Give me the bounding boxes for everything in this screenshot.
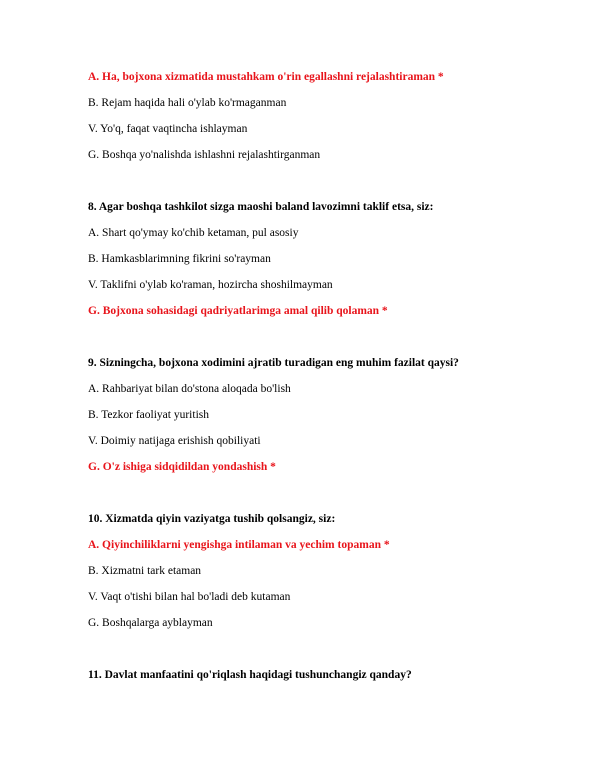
- q10-option-a-correct: A. Qiyinchiliklarni yengishga intilaman va yechim topaman *: [88, 539, 390, 551]
- q7-option-v: V. Yo'q, faqat vaqtincha ishlayman: [88, 123, 248, 135]
- q7-option-b: B. Rejam haqida hali o'ylab ko'rmaganman: [88, 97, 287, 109]
- q7-option-g: G. Boshqa yo'nalishda ishlashni rejalashtirganman: [88, 149, 321, 161]
- q9-option-g-correct: G. O'z ishiga sidqidildan yondashish *: [88, 461, 276, 473]
- q9-option-b: B. Tezkor faoliyat yuritish: [88, 409, 209, 421]
- q8-option-b: B. Hamkasblarimning fikrini so'rayman: [88, 253, 271, 265]
- q9-option-a: A. Rahbariyat bilan do'stona aloqada bo'lish: [88, 383, 291, 395]
- q10-option-b: B. Xizmatni tark etaman: [88, 565, 202, 577]
- q8-option-a: A. Shart qo'ymay ko'chib ketaman, pul asosiy: [88, 227, 299, 239]
- q8-option-g-correct: G. Bojxona sohasidagi qadriyatlarimga amal qilib qolaman *: [88, 305, 388, 317]
- question-10: 10. Xizmatda qiyin vaziyatga tushib qolsangiz, siz:: [88, 513, 336, 525]
- q8-option-v: V. Taklifni o'ylab ko'raman, hozircha shoshilmayman: [88, 279, 333, 291]
- q10-option-g: G. Boshqalarga ayblayman: [88, 617, 213, 629]
- q7-option-a-correct: A. Ha, bojxona xizmatida mustahkam o'rin egallashni rejalashtiraman *: [88, 71, 444, 83]
- question-8: 8. Agar boshqa tashkilot sizga maoshi baland lavozimni taklif etsa, siz:: [88, 201, 434, 213]
- question-9: 9. Sizningcha, bojxona xodimini ajratib turadigan eng muhim fazilat qaysi?: [88, 357, 459, 369]
- q9-option-v: V. Doimiy natijaga erishish qobiliyati: [88, 435, 261, 447]
- question-11: 11. Davlat manfaatini qo'riqlash haqidagi tushunchangiz qanday?: [88, 669, 412, 681]
- q10-option-v: V. Vaqt o'tishi bilan hal bo'ladi deb kutaman: [88, 591, 291, 603]
